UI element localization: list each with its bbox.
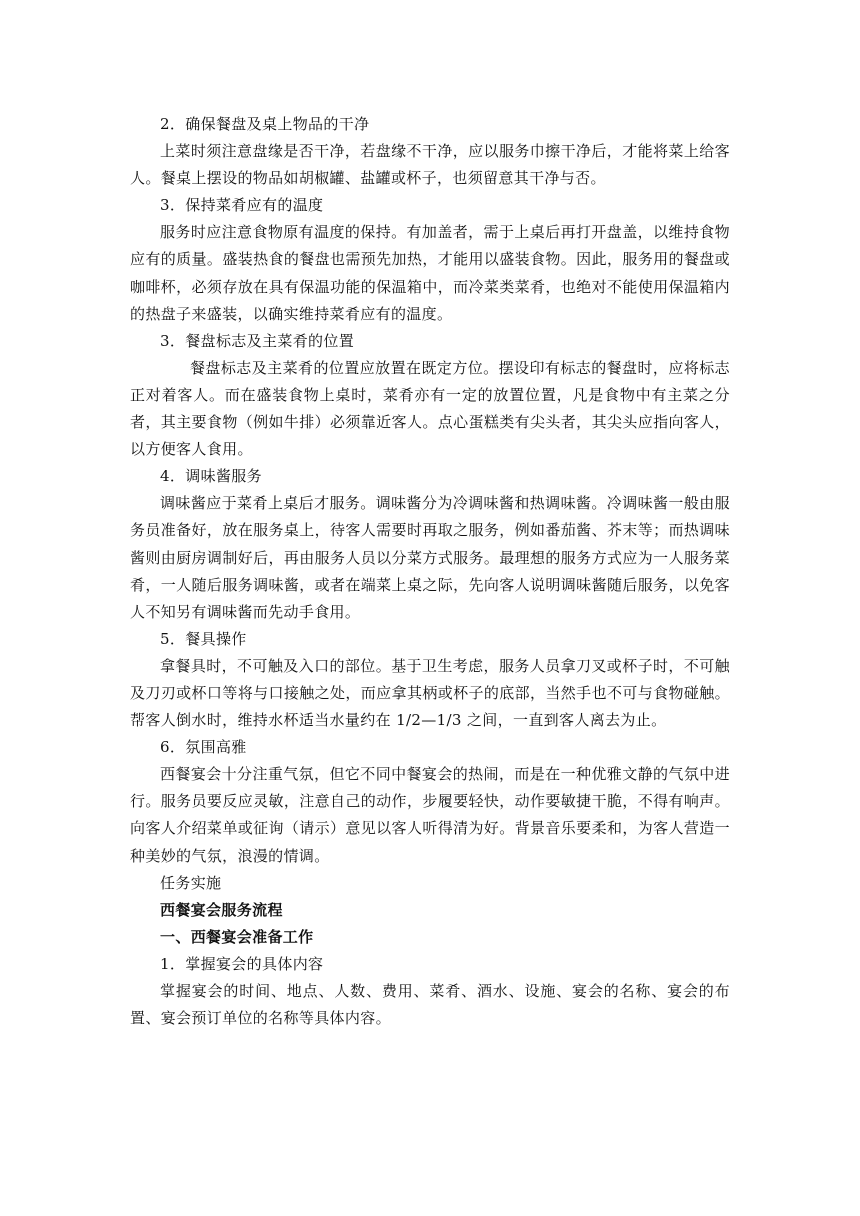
- subheading-plate-logo-position: 3．餐盘标志及主菜肴的位置: [160, 331, 355, 350]
- paragraph-elegant-atmosphere: 西餐宴会十分注重气氛，但它不同中餐宴会的热闹，而是在一种优雅文静的气氛中进行。服务员要反应灵敏，注意自己的动作，步履要轻快，动作要敏捷干脆，不得有响声。向客人介绍菜单或征询（请示）意见以客人听得清为好。背景音乐要柔和，为客人营造一种美妙的气氛，浪漫的情调。: [130, 765, 730, 865]
- subheading-tableware-handling: 5．餐具操作: [160, 629, 247, 648]
- paragraph-banquet-details: 掌握宴会的时间、地点、人数、费用、菜肴、酒水、设施、宴会的名称、宴会的布置、宴会预订单位的名称等具体内容。: [130, 982, 730, 1028]
- paragraph-plate-logo-position: 餐盘标志及主菜肴的位置应放置在既定方位。摆设印有标志的餐盘时，应将标志正对着客人。而在盛装食物上桌时，菜肴亦有一定的放置位置，凡是食物中有主菜之分者，其主要食物（例如牛排）必须靠近客人。点心蛋糕类有尖头者，其尖头应指向客人，以方便客人食用。: [130, 358, 730, 459]
- document-body: [130, 111, 730, 1032]
- paragraph-clean-plates: 上菜时须注意盘缘是否干净，若盘缘不干净，应以服务巾擦干净后，才能将菜上给客人。餐桌上摆设的物品如胡椒罐、盐罐或杯子，也须留意其干净与否。: [130, 142, 730, 188]
- subheading-food-temperature: 3．保持菜肴应有的温度: [160, 196, 324, 215]
- subheading-banquet-details: 1．掌握宴会的具体内容: [160, 954, 324, 973]
- paragraph-tableware-handling: 拿餐具时，不可触及入口的部位。基于卫生考虑，服务人员拿刀叉或杯子时，不可触及刀刃或杯口等将与口接触之处，而应拿其柄或杯子的底部，当然手也不可与食物碰触。帮客人倒水时，维持水杯适当水量约在 1/2—1/3 之间，一直到客人离去为止。: [130, 656, 730, 730]
- subheading-elegant-atmosphere: 6．氛围高雅: [160, 738, 247, 757]
- paragraph-sauce-service: 调味酱应于菜肴上桌后才服务。调味酱分为冷调味酱和热调味酱。冷调味酱一般由服务员准备好，放在服务桌上，待客人需要时再取之服务，例如番茄酱、芥末等；而热调味酱则由厨房调制好后，再由服务人员以分菜方式服务。最理想的服务方式应为一人服务菜肴，一人随后服务调味酱，或者在端菜上桌之际，先向客人说明调味酱随后服务，以免客人不知另有调味酱而先动手食用。: [130, 494, 730, 621]
- section-heading-preparation: 一、西餐宴会准备工作: [160, 927, 314, 946]
- section-label-task: 任务实施: [160, 873, 222, 892]
- subheading-clean-plates: 2．确保餐盘及桌上物品的干净: [160, 115, 370, 133]
- paragraph-food-temperature: 服务时应注意食物原有温度的保持。有加盖者，需于上桌后再打开盘盖，以维持食物应有的质量。盛装热食的餐盘也需预先加热，才能用以盛装食物。因此，服务用的餐盘或咖啡杯，必须存放在具有保温功能的保温箱中，而冷菜类菜肴，也绝对不能使用保温箱内的热盘子来盛装，以确实维持菜肴应有的温度。: [130, 223, 730, 323]
- section-title-banquet-flow: 西餐宴会服务流程: [160, 900, 283, 919]
- subheading-sauce-service: 4．调味酱服务: [160, 467, 262, 486]
